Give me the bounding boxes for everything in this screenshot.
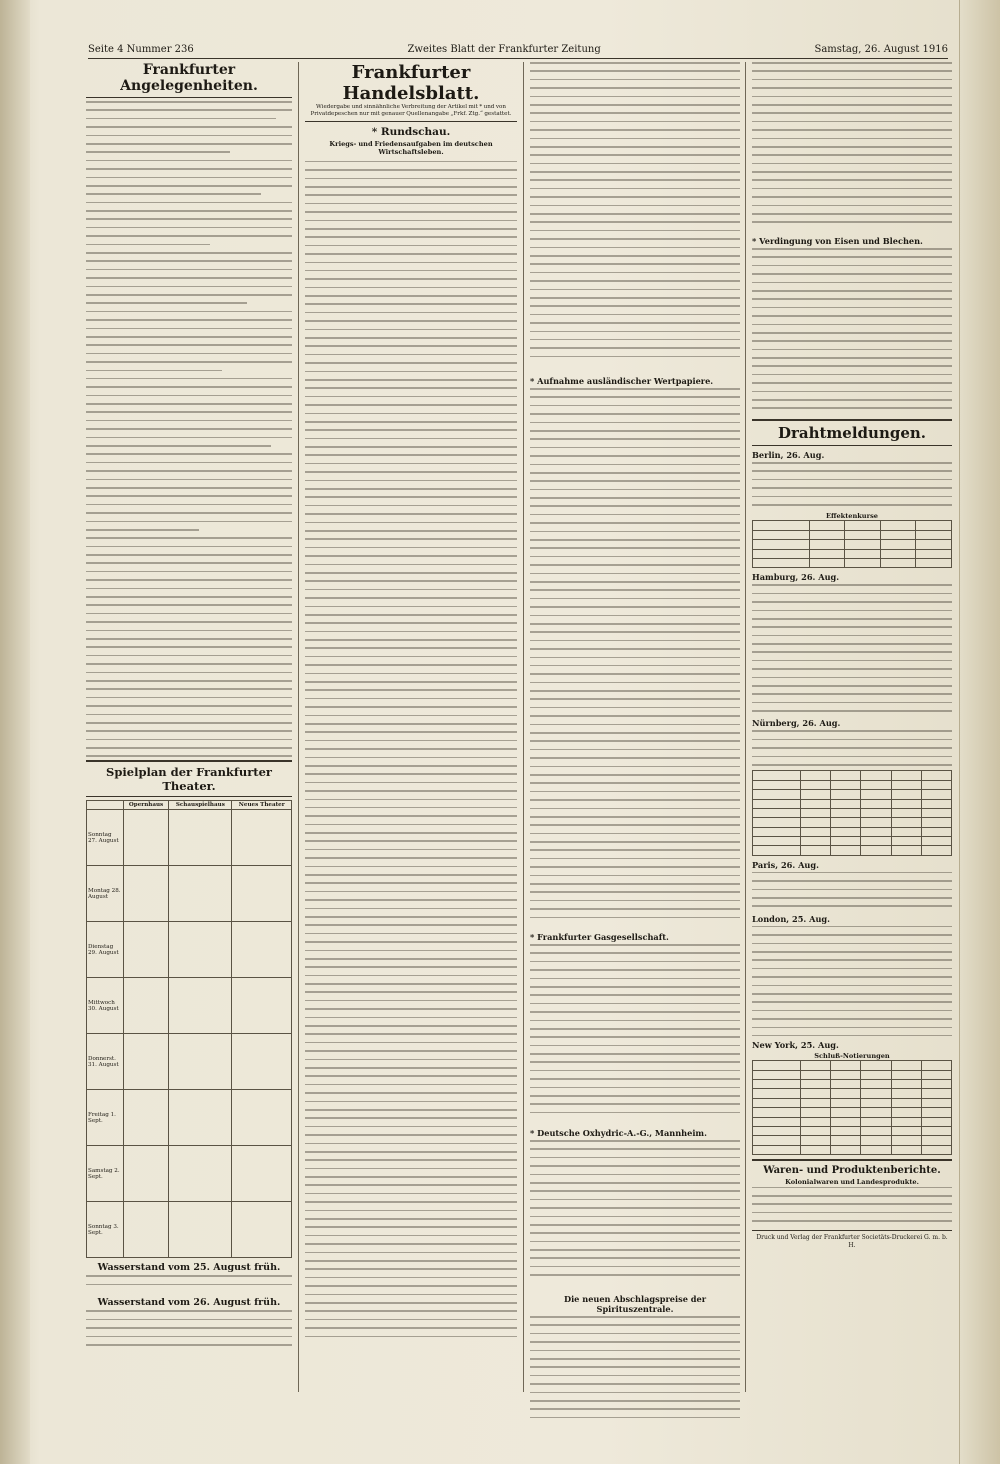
column-rule (745, 62, 746, 1392)
article-text (530, 388, 740, 928)
divider (86, 97, 292, 98)
dispatch-dateline: New York, 25. Aug. (752, 1039, 839, 1050)
article-text (752, 1187, 952, 1227)
page-masthead (88, 44, 948, 59)
theatre-table (86, 800, 292, 1258)
dispatch-dateline: Nürnberg, 26. Aug. (752, 718, 841, 729)
article-text (752, 584, 952, 714)
column-market-reports (530, 62, 740, 1426)
theatre-title: Spielplan der Frankfurter Theater. (106, 765, 272, 793)
article-text (752, 248, 952, 416)
stock-quote-table (752, 770, 952, 856)
article-text (86, 101, 292, 757)
column-drahtmeldungen (752, 62, 952, 1250)
water-level-title: Wasserstand vom 25. August früh. (97, 1262, 281, 1274)
column-rule (523, 62, 524, 1392)
article-text (752, 62, 952, 232)
divider (752, 419, 952, 421)
water-level-table (86, 1310, 292, 1350)
column-frankfurter-angelegenheiten (86, 62, 292, 1350)
divider (752, 1230, 952, 1231)
impressum: Druck und Verlag der Frankfurter Societäts-Druckerei G. m. b. H. (756, 1233, 948, 1249)
article-text (752, 872, 952, 910)
theatre-header: Neues Theater (232, 801, 292, 810)
article-heading: Die neuen Abschlagspreise der Spirituszentrale. (563, 1294, 707, 1314)
article-subheading: Kriegs- und Friedensaufgaben im deutschen Wirtschaftsleben. (329, 140, 493, 157)
article-heading: * Aufnahme ausländischer Wertpapiere. (530, 376, 714, 386)
table-title: Schluß-Notierungen (814, 1051, 890, 1060)
dispatch-dateline: Berlin, 26. Aug. (752, 450, 825, 460)
masthead-right: Samstag, 26. August 1916 (814, 44, 948, 55)
theatre-day: Donnerst. 31. August (87, 1034, 124, 1090)
theatre-day: Sonntag 27. August (87, 810, 124, 866)
section-title: Frankfurter Angelegenheiten. (120, 62, 258, 94)
theatre-day: Dienstag 29. August (87, 922, 124, 978)
divider (86, 796, 292, 797)
divider (752, 445, 952, 446)
theatre-header: Schauspielhaus (169, 801, 232, 810)
masthead-left: Seite 4 Nummer 236 (88, 44, 194, 55)
divider (752, 1159, 952, 1161)
rundschau-heading: * Rundschau. (371, 126, 451, 138)
binding-gutter (0, 0, 30, 1464)
article-text (752, 462, 952, 512)
dispatch-dateline: Hamburg, 26. Aug. (752, 572, 840, 583)
column-handelsblatt (305, 62, 517, 1391)
article-text (530, 1140, 740, 1290)
waren-subtitle: Kolonialwaren und Landesprodukte. (785, 1178, 919, 1187)
theatre-day: Freitag 1. Sept. (87, 1090, 124, 1146)
article-text (530, 1316, 740, 1426)
table-title: Effektenkurse (826, 512, 878, 520)
new-york-quote-table (752, 1060, 952, 1155)
dispatch-dateline: Paris, 26. Aug. (752, 859, 819, 870)
divider (305, 121, 517, 122)
next-page-edge (959, 0, 1000, 1464)
article-text (530, 944, 740, 1124)
column-rule (298, 62, 299, 1392)
article-text (752, 926, 952, 1036)
theatre-day: Montag 28. August (87, 866, 124, 922)
article-heading: * Verdingung von Eisen und Blechen. (752, 236, 923, 246)
divider (86, 760, 292, 762)
waren-title: Waren- und Produktenberichte. (763, 1165, 941, 1177)
water-level-table (86, 1275, 292, 1293)
drahtmeldungen-title: Drahtmeldungen. (777, 424, 927, 442)
water-level-title: Wasserstand vom 26. August früh. (97, 1297, 281, 1309)
theatre-header: Opernhaus (123, 801, 168, 810)
theatre-day: Samstag 2. Sept. (87, 1146, 124, 1202)
section-title: Frankfurter Handelsblatt. (342, 62, 480, 104)
theatre-day: Sonntag 3. Sept. (87, 1202, 124, 1258)
article-text (305, 161, 517, 1391)
theatre-day: Mittwoch 30. August (87, 978, 124, 1034)
article-text (752, 730, 952, 770)
masthead-center: Zweites Blatt der Frankfurter Zeitung (407, 44, 601, 55)
article-heading: * Deutsche Oxhydric-A.-G., Mannheim. (530, 1128, 707, 1138)
exchange-table (752, 520, 952, 568)
dispatch-dateline: London, 25. Aug. (752, 913, 830, 924)
article-heading: * Frankfurter Gasgesellschaft. (530, 932, 669, 942)
article-text (530, 62, 740, 372)
copyright-note: Wiedergabe und sinnähnliche Verbreitung der Artikel mit * und von Privatdepeschen nur mit genauer Quellenangabe „Frkf. Ztg.“ gestattet. (310, 104, 512, 117)
